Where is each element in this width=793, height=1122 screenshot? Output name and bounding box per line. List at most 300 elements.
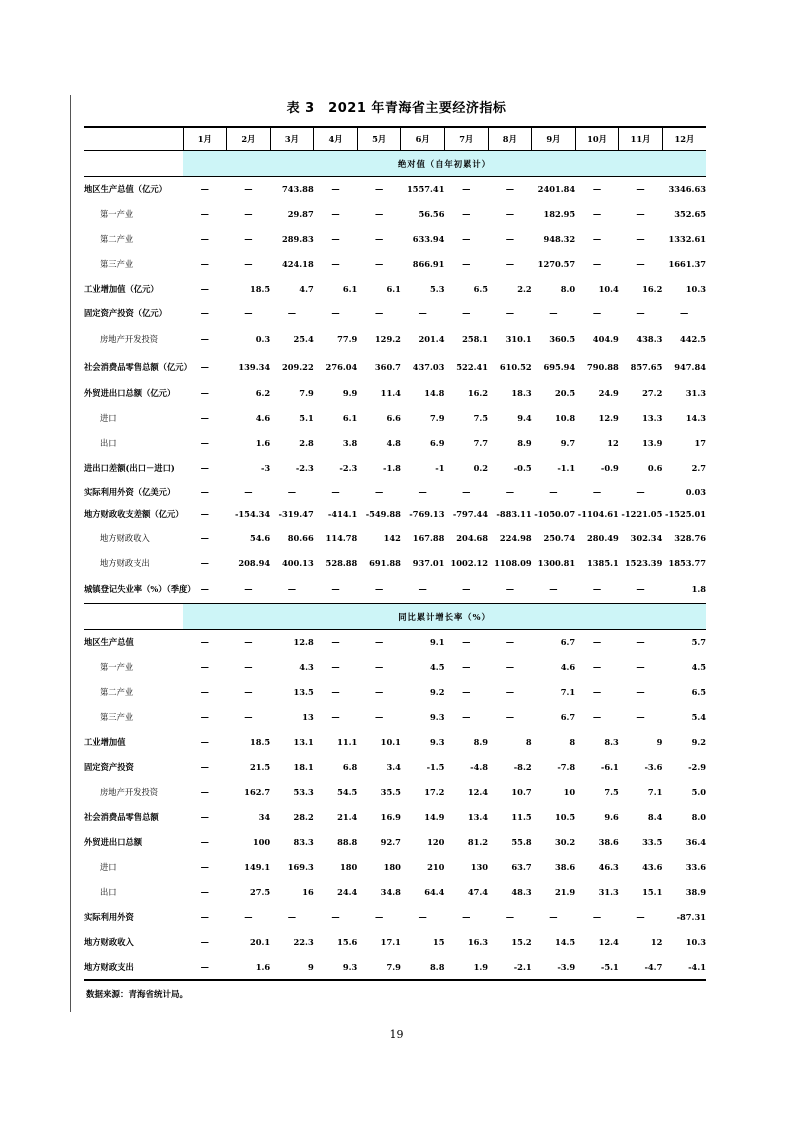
- cell-value: 36.4: [685, 837, 706, 847]
- cell-value: 6.1: [386, 284, 401, 294]
- cell-value: —: [418, 584, 427, 595]
- cell-value: —: [287, 486, 297, 497]
- cell-value: 6.5: [473, 284, 489, 294]
- table-row: [84, 705, 706, 730]
- cell-value: 88.8: [337, 837, 358, 847]
- cell-value: 437.03: [412, 361, 445, 372]
- cell-value: 10.3: [685, 937, 706, 947]
- cell-value: 13.4: [467, 812, 489, 822]
- cell-value: 13.9: [642, 438, 663, 448]
- cell-value: 9.3: [430, 737, 445, 747]
- cell-value: 15.2: [511, 937, 532, 947]
- cell-value: -3.6: [644, 762, 663, 772]
- cell-value: -2.3: [339, 463, 358, 473]
- header-blank: [84, 127, 183, 151]
- row-label: 地区生产总值: [84, 637, 134, 648]
- cell-value: —: [636, 687, 645, 697]
- row-label: 进口: [100, 862, 117, 872]
- cell-value: 695.94: [543, 361, 576, 372]
- cell-value: —: [374, 184, 384, 195]
- cell-value: —: [244, 209, 253, 219]
- cell-value: 12.8: [293, 637, 314, 648]
- cell-value: 7.5: [604, 787, 619, 797]
- cell-value: 5.0: [691, 787, 706, 797]
- cell-value: -549.88: [365, 509, 401, 519]
- cell-value: 92.7: [380, 837, 401, 847]
- cell-value: 14.5: [554, 937, 576, 947]
- cell-value: 1108.09: [494, 558, 532, 568]
- cell-value: 120: [427, 837, 445, 847]
- cell-value: 11.1: [337, 737, 358, 747]
- cell-value: —: [505, 584, 514, 595]
- cell-value: 4.3: [299, 662, 314, 672]
- cell-value: -1104.61: [577, 509, 619, 519]
- row-label: 第一产业: [100, 209, 134, 219]
- cell-value: 12.4: [598, 937, 619, 947]
- cell-value: 947.84: [674, 361, 706, 372]
- cell-value: 64.4: [424, 887, 445, 897]
- cell-value: —: [592, 259, 602, 269]
- cell-value: 276.04: [325, 361, 358, 372]
- cell-value: 9.2: [691, 737, 706, 747]
- cell-value: -2.3: [295, 463, 314, 473]
- cell-value: 691.88: [369, 558, 401, 568]
- cell-value: 866.91: [412, 259, 445, 269]
- cell-value: 142: [383, 533, 401, 543]
- table-row: [84, 406, 706, 431]
- cell-value: —: [244, 584, 253, 595]
- cell-value: 20.1: [249, 937, 271, 947]
- cell-value: 3346.63: [668, 184, 706, 195]
- cell-value: 224.98: [499, 533, 532, 543]
- cell-value: —: [636, 912, 645, 922]
- cell-value: 10.3: [685, 284, 706, 294]
- cell-value: 4.5: [430, 662, 445, 672]
- cell-value: —: [505, 662, 514, 672]
- cell-value: -4.8: [470, 762, 489, 772]
- cell-value: —: [592, 637, 602, 648]
- table-row: [84, 325, 706, 353]
- row-label: 出口: [100, 438, 117, 448]
- table-row: [84, 880, 706, 905]
- cell-value: —: [636, 662, 645, 672]
- cell-value: —: [636, 712, 645, 722]
- cell-value: 5.3: [430, 284, 445, 294]
- cell-value: -797.44: [452, 509, 489, 519]
- cell-value: 46.3: [598, 862, 619, 872]
- cell-value: -154.34: [234, 509, 271, 519]
- table-body: [84, 151, 706, 980]
- table-row: [84, 481, 706, 503]
- row-label: 工业增加值（亿元）: [84, 284, 159, 294]
- cell-value: 34.8: [380, 887, 401, 897]
- cell-value: —: [244, 687, 253, 697]
- cell-value: 18.1: [293, 762, 314, 772]
- cell-value: 5.7: [691, 637, 706, 648]
- cell-value: 16: [302, 887, 314, 897]
- table-row: [84, 830, 706, 855]
- row-label: 地区生产总值（亿元）: [84, 184, 167, 195]
- cell-value: —: [200, 584, 209, 595]
- row-label: 第三产业: [100, 712, 134, 722]
- table-row: [84, 551, 706, 576]
- cell-value: 204.68: [456, 533, 489, 543]
- cell-value: 12.4: [467, 787, 489, 797]
- cell-value: —: [374, 209, 384, 219]
- cell-value: —: [505, 308, 514, 318]
- cell-value: —: [200, 862, 209, 872]
- row-label: 第二产业: [100, 234, 134, 244]
- cell-value: 2401.84: [537, 184, 576, 195]
- cell-value: —: [374, 308, 384, 318]
- cell-value: 15.1: [642, 887, 663, 897]
- cell-value: —: [200, 308, 209, 318]
- cell-value: —: [462, 486, 471, 497]
- cell-value: 937.01: [412, 558, 445, 568]
- row-label: 工业增加值: [84, 737, 126, 747]
- cell-value: 13: [302, 712, 314, 722]
- cell-value: 16.3: [467, 937, 489, 947]
- cell-value: 352.65: [674, 209, 706, 219]
- row-label: 外贸进出口总额（亿元）: [84, 388, 176, 398]
- cell-value: —: [549, 912, 558, 922]
- cell-value: 208.94: [238, 558, 271, 568]
- cell-value: 149.1: [244, 862, 271, 872]
- cell-value: —: [244, 912, 253, 922]
- cell-value: 360.5: [549, 333, 576, 344]
- cell-value: -1.8: [383, 463, 401, 473]
- cell-value: —: [200, 737, 209, 747]
- cell-value: -4.1: [662, 955, 706, 980]
- cell-value: —: [331, 259, 340, 269]
- cell-value: —: [374, 687, 384, 697]
- cell-value: 7.1: [560, 687, 576, 697]
- data-source-note: 数据来源：青海省统计局。: [86, 990, 189, 1000]
- cell-value: 6.6: [386, 413, 401, 423]
- cell-value: —: [200, 712, 209, 722]
- month-header: 1月: [183, 127, 227, 151]
- cell-value: 5.4: [691, 712, 706, 722]
- cell-value: 328.76: [674, 533, 706, 543]
- cell-value: 1661.37: [668, 259, 706, 269]
- cell-value: —: [374, 486, 384, 497]
- cell-value: 54.5: [337, 787, 358, 797]
- cell-value: 10.1: [380, 737, 401, 747]
- cell-value: —: [636, 209, 645, 219]
- cell-value: —: [680, 308, 689, 318]
- cell-value: 7.1: [647, 787, 663, 797]
- cell-value: 38.6: [554, 862, 576, 872]
- month-header: 8月: [488, 127, 532, 151]
- cell-value: —: [331, 184, 340, 195]
- row-label: 社会消费品零售总额: [84, 812, 159, 822]
- cell-value: —: [331, 637, 340, 648]
- cell-value: 12: [607, 438, 619, 448]
- cell-value: 10.8: [554, 413, 576, 423]
- cell-value: 9: [656, 737, 663, 747]
- cell-value: 24.4: [337, 887, 358, 897]
- cell-value: -5.1: [575, 955, 619, 980]
- cell-value: —: [462, 259, 471, 269]
- cell-value: 528.88: [325, 558, 358, 568]
- cell-value: 8.9: [517, 438, 532, 448]
- cell-value: 182.95: [543, 209, 576, 219]
- row-label: 第二产业: [100, 687, 134, 697]
- cell-value: —: [462, 912, 471, 922]
- cell-value: -1.1: [557, 463, 576, 473]
- cell-value: —: [200, 637, 209, 648]
- section-header-row: [84, 151, 706, 177]
- cell-value: —: [200, 438, 209, 448]
- cell-value: 22.3: [293, 937, 314, 947]
- cell-value: —: [200, 333, 209, 344]
- cell-value: 258.1: [462, 333, 489, 344]
- cell-value: —: [200, 837, 209, 847]
- cell-value: —: [462, 662, 471, 672]
- cell-value: 13.3: [642, 413, 663, 423]
- cell-value: 38.9: [685, 887, 706, 897]
- cell-value: 13.5: [293, 687, 314, 697]
- cell-value: —: [592, 486, 602, 497]
- cell-value: 55.8: [511, 837, 532, 847]
- cell-value: —: [505, 687, 514, 697]
- cell-value: —: [331, 662, 340, 672]
- cell-value: —: [331, 234, 340, 244]
- cell-value: 2.8: [299, 438, 314, 448]
- row-label: 外贸进出口总额: [84, 837, 143, 847]
- cell-value: 25.4: [293, 333, 314, 344]
- cell-value: —: [200, 887, 209, 897]
- cell-value: 16.2: [642, 284, 663, 294]
- cell-value: 10: [563, 787, 576, 797]
- cell-value: 1332.61: [668, 234, 706, 244]
- cell-value: 27.5: [249, 887, 271, 897]
- cell-value: —: [244, 259, 253, 269]
- cell-value: 9.7: [560, 438, 576, 448]
- cell-value: 17.1: [380, 937, 401, 947]
- cell-value: 53.3: [293, 787, 314, 797]
- cell-value: 1385.1: [587, 558, 619, 568]
- cell-value: 6.1: [342, 284, 358, 294]
- table-row: [84, 576, 706, 604]
- cell-value: —: [200, 388, 209, 398]
- cell-value: 1270.57: [537, 259, 576, 269]
- cell-value: 6.8: [342, 762, 358, 772]
- cell-value: —: [592, 184, 602, 195]
- cell-value: 6.1: [342, 413, 358, 423]
- cell-value: —: [505, 209, 514, 219]
- cell-value: 442.5: [680, 333, 706, 344]
- cell-value: 7.7: [473, 438, 489, 448]
- cell-value: -1525.01: [665, 509, 706, 519]
- cell-value: —: [200, 687, 209, 697]
- cell-value: —: [200, 234, 209, 244]
- table-row: [84, 805, 706, 830]
- cell-value: 5.1: [299, 413, 314, 423]
- cell-value: 7.9: [299, 388, 314, 398]
- cell-value: —: [200, 787, 209, 797]
- cell-value: 1557.41: [406, 184, 445, 195]
- cell-value: —: [462, 234, 471, 244]
- cell-value: —: [418, 486, 427, 497]
- cell-value: -2.1: [488, 955, 532, 980]
- cell-value: 6.2: [255, 388, 271, 398]
- cell-value: 6.7: [560, 712, 576, 722]
- cell-value: —: [418, 912, 427, 922]
- cell-value: —: [287, 584, 297, 595]
- cell-value: 80.66: [287, 533, 314, 543]
- cell-value: 20.5: [554, 388, 576, 398]
- cell-value: 162.7: [244, 787, 271, 797]
- section-header-row: [84, 604, 706, 630]
- month-header: 5月: [357, 127, 401, 151]
- month-header: 2月: [227, 127, 271, 151]
- table-title: 表 3 2021 年青海省主要经济指标: [286, 101, 507, 116]
- cell-value: 83.3: [293, 837, 314, 847]
- table-row: [84, 202, 706, 227]
- cell-value: —: [592, 584, 602, 595]
- month-header: 12月: [662, 127, 706, 151]
- row-label: 进出口差额(出口－进口): [84, 463, 175, 473]
- cell-value: 6.9: [430, 438, 445, 448]
- cell-value: 63.7: [511, 862, 532, 872]
- cell-value: 790.88: [587, 361, 619, 372]
- cell-value: 1.6: [255, 438, 271, 448]
- cell-value: 16.9: [380, 812, 401, 822]
- cell-value: 1853.77: [668, 558, 706, 568]
- cell-value: -1221.05: [621, 509, 663, 519]
- table-row: [84, 730, 706, 755]
- cell-value: 24.9: [598, 388, 619, 398]
- cell-value: 31.3: [598, 887, 619, 897]
- cell-value: 0.03: [685, 486, 706, 497]
- cell-value: 1300.81: [537, 558, 576, 568]
- table-row: [84, 930, 706, 955]
- cell-value: -769.13: [409, 509, 445, 519]
- cell-value: 3.8: [342, 438, 358, 448]
- cell-value: 4.5: [691, 662, 706, 672]
- cell-value: —: [374, 712, 384, 722]
- cell-value: —: [200, 509, 209, 519]
- cell-value: —: [200, 762, 209, 772]
- cell-value: 15.6: [337, 937, 358, 947]
- cell-value: 129.2: [374, 333, 401, 344]
- row-label: 地方财政支出: [100, 558, 150, 568]
- cell-value: 7.9: [357, 955, 401, 980]
- row-label: 第一产业: [100, 662, 134, 672]
- cell-value: 139.34: [238, 361, 271, 372]
- cell-value: 7.9: [430, 413, 445, 423]
- cell-value: -0.9: [600, 463, 619, 473]
- cell-value: 0.2: [473, 463, 489, 473]
- cell-value: -2.9: [688, 762, 706, 772]
- cell-value: 250.74: [543, 533, 576, 543]
- cell-value: 9: [270, 955, 314, 980]
- cell-value: 8.0: [560, 284, 576, 294]
- table-row: [84, 277, 706, 302]
- cell-value: —: [331, 584, 340, 595]
- cell-value: -0.5: [513, 463, 532, 473]
- cell-value: 17.2: [424, 787, 445, 797]
- cell-value: -4.7: [619, 955, 663, 980]
- cell-value: —: [331, 486, 340, 497]
- cell-value: 310.1: [505, 333, 532, 344]
- table-row: [84, 503, 706, 526]
- row-label: 固定资产投资: [84, 762, 134, 772]
- cell-value: —: [183, 955, 227, 980]
- cell-value: —: [244, 662, 253, 672]
- row-label: 实际利用外资: [84, 912, 134, 922]
- cell-value: 13.1: [293, 737, 314, 747]
- table-row: [84, 353, 706, 381]
- cell-value: —: [636, 234, 645, 244]
- cell-value: 4.6: [560, 662, 576, 672]
- cell-value: 1.8: [691, 584, 706, 595]
- cell-value: 4.8: [386, 438, 401, 448]
- cell-value: —: [244, 184, 253, 195]
- cell-value: 169.3: [287, 862, 314, 872]
- cell-value: 38.6: [598, 837, 619, 847]
- cell-value: 17: [694, 438, 706, 448]
- cell-value: —: [592, 209, 602, 219]
- row-label: 出口: [100, 887, 117, 897]
- cell-value: 857.65: [630, 361, 663, 372]
- cell-value: 47.4: [467, 887, 489, 897]
- cell-value: —: [244, 712, 253, 722]
- cell-value: 18.5: [249, 737, 271, 747]
- cell-value: —: [244, 486, 253, 497]
- cell-value: 1523.39: [624, 558, 663, 568]
- row-label: 地方财政支出: [84, 955, 183, 980]
- cell-value: —: [549, 308, 558, 318]
- cell-value: —: [331, 712, 340, 722]
- cell-value: 21.9: [554, 887, 576, 897]
- cell-value: -3.9: [532, 955, 576, 980]
- cell-value: —: [200, 184, 209, 195]
- cell-value: —: [200, 662, 209, 672]
- cell-value: —: [374, 234, 384, 244]
- cell-value: —: [287, 308, 297, 318]
- cell-value: —: [200, 486, 209, 497]
- cell-value: —: [200, 812, 209, 822]
- cell-value: —: [200, 937, 209, 947]
- cell-value: 34: [258, 812, 271, 822]
- cell-value: 100: [252, 837, 271, 847]
- month-header-row: [84, 127, 706, 151]
- cell-value: 201.4: [418, 333, 445, 344]
- cell-value: —: [505, 486, 514, 497]
- cell-value: -319.47: [278, 509, 314, 519]
- cell-value: 28.2: [293, 812, 314, 822]
- cell-value: -414.1: [327, 509, 358, 519]
- cell-value: —: [549, 584, 558, 595]
- cell-value: 27.2: [642, 388, 663, 398]
- cell-value: 4.6: [255, 413, 271, 423]
- row-label: 地方财政收入: [84, 937, 134, 947]
- cell-value: 11.4: [380, 388, 401, 398]
- cell-value: —: [374, 912, 384, 922]
- row-label: 固定资产投资（亿元）: [84, 308, 167, 318]
- cell-value: —: [200, 533, 209, 543]
- cell-value: 633.94: [412, 234, 445, 244]
- row-label: 进口: [100, 413, 117, 423]
- month-header: 6月: [401, 127, 445, 151]
- cell-value: 10.5: [554, 812, 576, 822]
- cell-value: —: [505, 912, 514, 922]
- cell-value: 48.3: [511, 887, 532, 897]
- cell-value: 167.88: [412, 533, 445, 543]
- table-row: [84, 655, 706, 680]
